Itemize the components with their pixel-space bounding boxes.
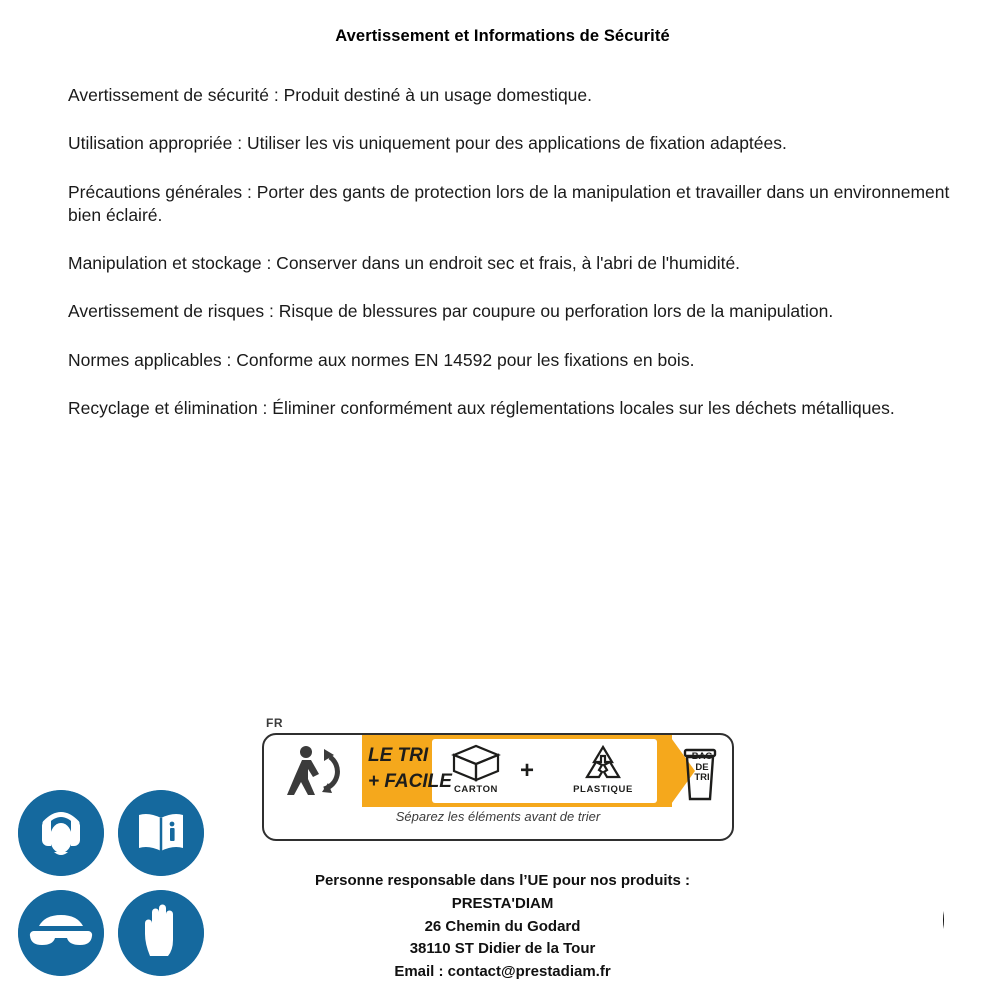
bin-line-3: TRI bbox=[694, 772, 710, 784]
triman-headline-line1: LE TRI bbox=[368, 745, 429, 766]
triman-footer-text: Séparez les éléments avant de trier bbox=[395, 809, 601, 824]
material-carton-label: CARTON bbox=[453, 784, 499, 795]
material-plastique-label: PLASTIQUE bbox=[573, 784, 633, 795]
material-separator: + bbox=[520, 757, 535, 784]
company-address: 26 Chemin du Godard bbox=[424, 917, 581, 935]
safety-paragraph: Utilisation appropriée : Utiliser les vis uniquement pour des applications de fixation adaptées. bbox=[68, 133, 787, 154]
material-plastique bbox=[560, 741, 646, 795]
company-city: 38110 ST Didier de la Tour bbox=[409, 940, 596, 958]
sorting-bin-text bbox=[685, 752, 719, 784]
triman-recycling-label bbox=[262, 716, 732, 839]
responsible-person-heading-eu: UE bbox=[527, 872, 549, 889]
ce-mark-icon bbox=[803, 867, 953, 975]
bin-line-2: DE bbox=[695, 761, 709, 773]
safety-paragraph: Avertissement de sécurité : Produit destiné à un usage domestique. bbox=[68, 85, 593, 105]
safety-paragraph: Recyclage et élimination : Éliminer conformément aux réglementations locales sur les déchets métalliques. bbox=[68, 397, 895, 418]
bin-line-1: BAC bbox=[691, 751, 713, 762]
company-name: PRESTA'DIAM bbox=[451, 894, 554, 912]
safety-paragraph: Avertissement de risques : Risque de blessures par coupure ou perforation lors de la manipulation. bbox=[68, 301, 834, 322]
triman-headline-line2: + FACILE bbox=[368, 770, 452, 792]
responsible-person-heading-suffix: pour nos produits : bbox=[548, 872, 691, 889]
safety-text-block bbox=[0, 46, 1005, 420]
read-instructions-icon bbox=[118, 790, 204, 876]
company-email: Email : contact@prestadiam.fr bbox=[394, 963, 611, 981]
safety-paragraph: Manipulation et stockage : Conserver dans un endroit sec et frais, à l'abri de l'humidité. bbox=[68, 253, 741, 274]
safety-paragraph: Précautions générales : Porter des gants de protection lors de la manipulation et travailler dans un environnement bien éclairé. bbox=[68, 181, 950, 225]
triman-figure-icon bbox=[272, 739, 360, 805]
page-title: Avertissement et Informations de Sécurité bbox=[335, 27, 670, 45]
label-language-tag: FR bbox=[266, 716, 283, 730]
material-carton bbox=[440, 741, 512, 795]
ear-protection-icon bbox=[18, 790, 104, 876]
responsible-person-heading-prefix: Personne responsable dans l’ bbox=[314, 872, 528, 889]
safety-paragraph: Normes applicables : Conforme aux normes EN 14592 pour les fixations en bois. bbox=[68, 349, 695, 370]
